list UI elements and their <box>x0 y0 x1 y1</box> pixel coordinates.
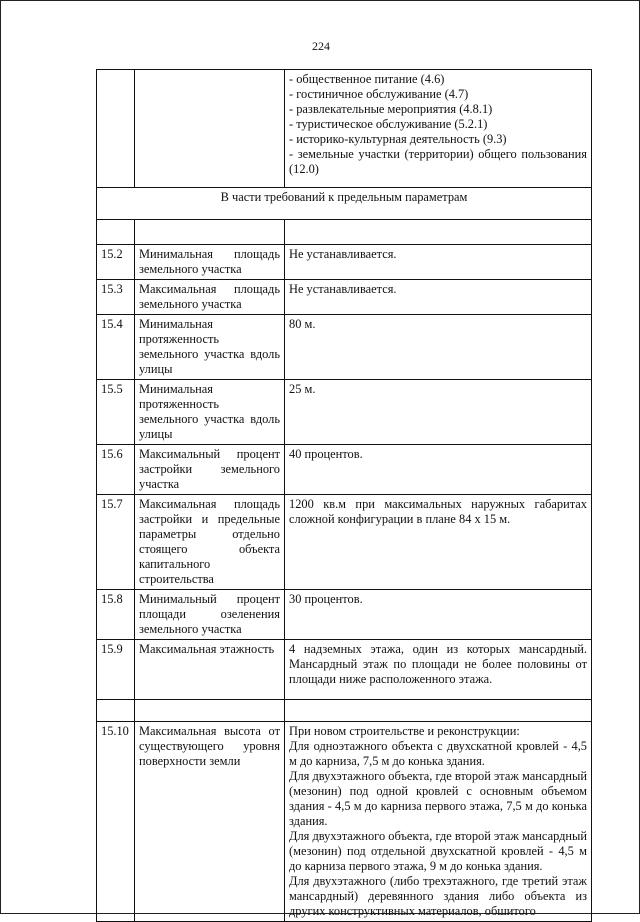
row-number: 15.5 <box>97 380 135 445</box>
table-row-15-9 <box>97 640 592 700</box>
row-parameter-name: Минимальная протяженность земельного участка вдоль улицы <box>135 380 285 445</box>
row-parameter-value: 80 м. <box>285 315 592 380</box>
row-number: 15.4 <box>97 315 135 380</box>
row-number: 15.7 <box>97 495 135 590</box>
list-item: - общественное питание (4.6) <box>289 72 445 86</box>
row-parameter-value: 30 процентов. <box>285 590 592 640</box>
spacer-row <box>97 700 592 722</box>
row-parameter-value: 40 процентов. <box>285 445 592 495</box>
row-parameter-name: Максимальная площадь застройки и предельные параметры отдельно стоящего объекта капитального строительства <box>135 495 285 590</box>
paragraph: Для двухэтажного (либо трехэтажного, где третий этаж мансардный) деревянного здания либо объекта из других конструктивных материалов, обшитого <box>289 874 587 918</box>
row-number: 15.10 <box>97 722 135 922</box>
table-row-15-4 <box>97 315 592 380</box>
row-parameter-value: 1200 кв.м при максимальных наружных габаритах сложной конфигурации в плане 84 х 15 м. <box>285 495 592 590</box>
table-row-continuation <box>97 70 592 188</box>
section-heading-row <box>97 188 592 220</box>
row-parameter-value: 25 м. <box>285 380 592 445</box>
table-row-15-5 <box>97 380 592 445</box>
list-item: - историко-культурная деятельность (9.3) <box>289 132 507 146</box>
row-parameter-value <box>285 722 592 922</box>
table-row-15-6 <box>97 445 592 495</box>
list-item: - гостиничное обслуживание (4.7) <box>289 87 469 101</box>
table-row-15-8 <box>97 590 592 640</box>
row-number: 15.6 <box>97 445 135 495</box>
row-number-cell <box>97 70 135 188</box>
paragraph: Для двухэтажного объекта, где второй этаж мансардный (мезонин) под одной кровлей с основным объемом здания - 4,5 м до карниза первого этажа, 7,5 м до конька здания. <box>289 769 587 828</box>
row-parameter-name: Максимальная высота от существующего уровня поверхности земли <box>135 722 285 922</box>
table-row-15-7 <box>97 495 592 590</box>
list-item: - туристическое обслуживание (5.2.1) <box>289 117 488 131</box>
row-parameter-name: Минимальный процент площади озеленения земельного участка <box>135 590 285 640</box>
paragraph: Для одноэтажного объекта с двухскатной кровлей - 4,5 м до карниза, 7,5 м до конька здания. <box>289 739 587 768</box>
page-number: 224 <box>312 39 330 53</box>
table-row-15-3 <box>97 280 592 315</box>
row-parameter-value: 4 надземных этажа, один из которых мансардный. Мансардный этаж по площади не более половины от площади ниже расположенного этажа. <box>285 640 592 700</box>
row-name-cell <box>135 70 285 188</box>
row-parameter-value: Не устанавливается. <box>285 280 592 315</box>
spacer-row <box>97 220 592 245</box>
row-parameter-name: Минимальная площадь земельного участка <box>135 245 285 280</box>
continuation-list <box>285 70 592 188</box>
table-row-15-10 <box>97 722 592 922</box>
paragraph: При новом строительстве и реконструкции: <box>289 724 520 738</box>
section-heading: В части требований к предельным параметрам <box>97 188 592 220</box>
row-parameter-name: Максимальная этажность <box>135 640 285 700</box>
row-number: 15.3 <box>97 280 135 315</box>
regulations-table <box>96 69 592 922</box>
row-parameter-name: Максимальный процент застройки земельного участка <box>135 445 285 495</box>
row-parameter-name: Минимальная протяженность земельного участка вдоль улицы <box>135 315 285 380</box>
row-number: 15.8 <box>97 590 135 640</box>
row-parameter-name: Максимальная площадь земельного участка <box>135 280 285 315</box>
row-parameter-value: Не устанавливается. <box>285 245 592 280</box>
list-item: - земельные участки (территории) общего пользования (12.0) <box>289 147 587 176</box>
row-number: 15.9 <box>97 640 135 700</box>
row-number: 15.2 <box>97 245 135 280</box>
table-row-15-2 <box>97 245 592 280</box>
list-item: - развлекательные мероприятия (4.8.1) <box>289 102 493 116</box>
paragraph: Для двухэтажного объекта, где второй этаж мансардный (мезонин) под отдельной двухскатной кровлей - 4,5 м до карниза первого этажа, 9 м до конька здания. <box>289 829 587 873</box>
